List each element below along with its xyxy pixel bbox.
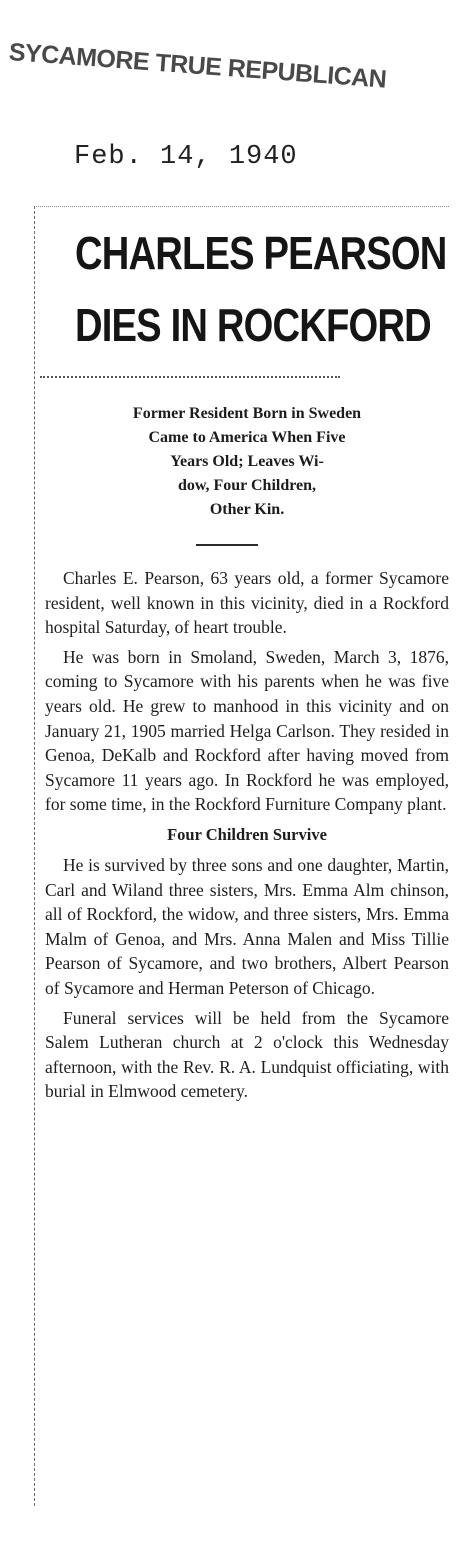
publication-date: Feb. 14, 1940 <box>74 142 298 172</box>
newspaper-clipping <box>34 206 454 1506</box>
article-paragraph <box>45 853 449 1001</box>
paragraph-text: Funeral services will be held from the Sycamore Salem Lutheran church at 2 o'clock this Wednesday afternoon, with the Rev. R. A. Lundquist officiating, with burial in Elmwood cemetery. <box>45 1007 449 1102</box>
subheadline-deck <box>40 402 454 522</box>
deck-line: Came to America When Five <box>148 429 346 446</box>
newspaper-name-stamp: SYCAMORE TRUE REPUBLICAN <box>7 38 388 94</box>
deck-line: Former Resident Born in Sweden <box>132 405 362 422</box>
deck-divider <box>196 544 258 546</box>
headline-line-2: DIES IN ROCKFORD <box>75 299 431 351</box>
paragraph-text: He is survived by three sons and one daughter, Martin, Carl and Wiland three sisters, Mrs. Emma Alm chinson, all of Rockford, the widow, and three sisters, Mrs. Emma Malm of Genoa, and Mrs. Anna Malen and Miss Tillie Pearson of Sycamore, and two brothers, Albert Pearson of Sycamore and Herman Peterson of Chicago. <box>45 854 449 998</box>
clipping-top-edge <box>34 206 449 207</box>
section-subhead: Four Children Survive <box>167 824 327 844</box>
headline-divider <box>40 376 340 378</box>
deck-line: Other Kin. <box>209 501 285 518</box>
clipping-left-edge <box>34 206 35 1506</box>
article-body <box>45 566 449 1109</box>
deck-line: dow, Four Children, <box>177 477 317 494</box>
paragraph-text: He was born in Smoland, Sweden, March 3, 1876, coming to Sycamore with his parents when he was five years old. He grew to manhood in this vicinity and on January 21, 1905 married Helga Carlson. They resided in Genoa, DeKalb and Rockford after having moved from Sycamore 11 years ago. In Rockford he was employed, for some time, in the Rockford Furniture Company plant. <box>45 646 449 815</box>
article-paragraph <box>45 645 449 817</box>
article-paragraph <box>45 566 449 640</box>
article-paragraph <box>45 1006 449 1104</box>
paragraph-text: Charles E. Pearson, 63 years old, a former Sycamore resident, well known in this vicinity, died in a Rockford hospital Saturday, of heart trouble. <box>45 568 449 638</box>
deck-line: Years Old; Leaves Wi- <box>170 453 324 470</box>
headline-line-1: CHARLES PEARSON <box>75 227 447 279</box>
